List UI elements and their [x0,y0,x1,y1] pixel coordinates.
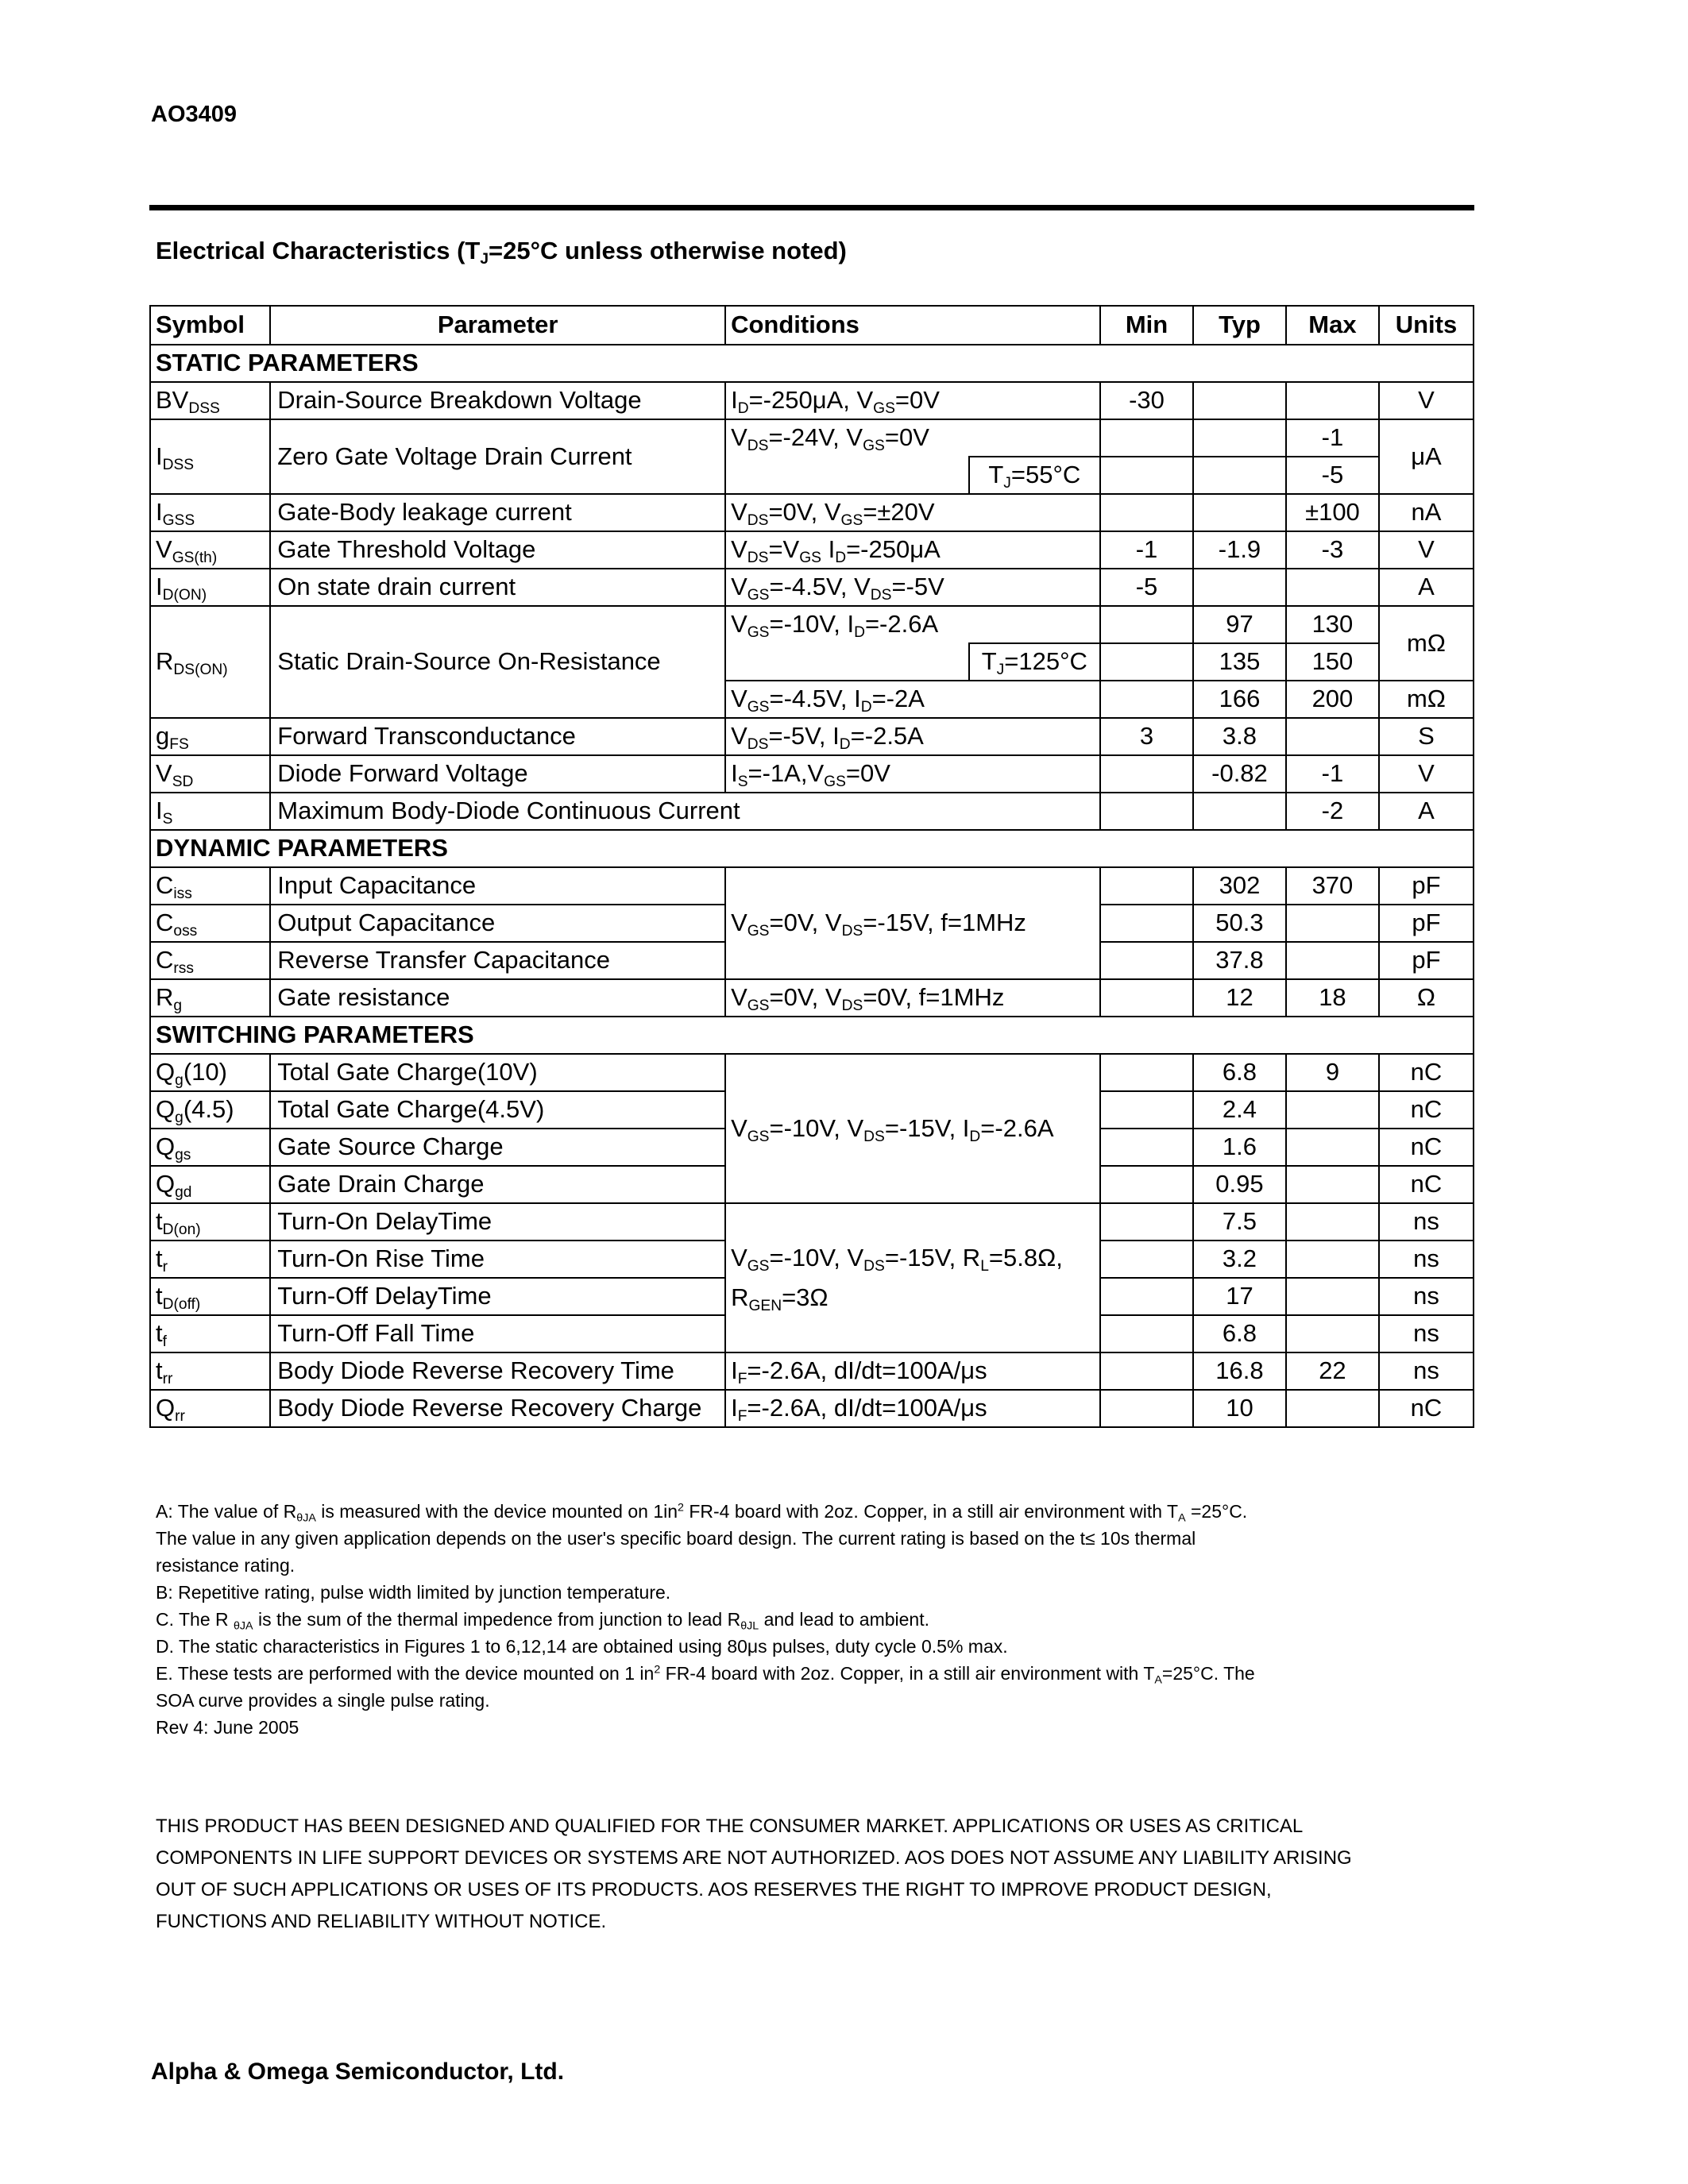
parameter: Maximum Body-Diode Continuous Current [270,793,1100,830]
symbol: $t_f$ [150,1315,270,1352]
parameter: Turn-On DelayTime [270,1203,725,1241]
units: nC [1379,1166,1474,1203]
conditions: $V_{GS}=-10V$, $I_D=-2.6A$ [725,606,1100,643]
parameter: Drain-Source Breakdown Voltage [270,382,725,419]
section-static: STATIC PARAMETERS [150,345,1474,382]
typ [1193,419,1286,457]
min [1100,1091,1193,1129]
conditions: $I_D=-250\mu A$, $V_{GS}=0V$ [725,382,1100,419]
parameter: Gate Source Charge [270,1129,725,1166]
parameter: Turn-On Rise Time [270,1241,725,1278]
typ: -0.82 [1193,755,1286,793]
note-e-line2: SOA curve provides a single pulse rating. [156,1690,490,1711]
symbol: $Q_{rr}$ [150,1390,270,1427]
typ: 50.3 [1193,905,1286,942]
parameter: Gate Threshold Voltage [270,531,725,569]
symbol: $C_{iss}$ [150,867,270,905]
units: pF [1379,905,1474,942]
parameter: Total Gate Charge(10V) [270,1054,725,1091]
table-header-row [150,306,1474,345]
parameter: Input Capacitance [270,867,725,905]
conditions-spacer [725,457,969,494]
symbol: $g_{FS}$ [150,718,270,755]
typ: 16.8 [1193,1352,1286,1390]
min [1100,643,1193,681]
typ [1193,457,1286,494]
conditions: $V_{DS}=-5V$, $I_D=-2.5A$ [725,718,1100,755]
conditions-spacer [725,643,969,681]
typ: 3.8 [1193,718,1286,755]
parameter: Gate-Body leakage current [270,494,725,531]
units: ns [1379,1203,1474,1241]
min [1100,681,1193,718]
units: μA [1379,419,1474,494]
symbol: $t_r$ [150,1241,270,1278]
units: V [1379,755,1474,793]
table-row [150,793,1474,830]
typ: 97 [1193,606,1286,643]
units: pF [1379,867,1474,905]
parameter: Static Drain-Source On-Resistance [270,606,725,718]
disclaimer-line: OUT OF SUCH APPLICATIONS OR USES OF ITS PRODUCTS. AOS RESERVES THE RIGHT TO IMPROVE PRODUCT DESIGN, [156,1879,1272,1900]
symbol: $C_{rss}$ [150,942,270,979]
min [1100,1241,1193,1278]
min [1100,1203,1193,1241]
electrical-characteristics-table [149,305,1474,1428]
max: 150 [1286,643,1379,681]
section-dynamic: DYNAMIC PARAMETERS [150,830,1474,867]
min: -30 [1100,382,1193,419]
header-rule [149,205,1474,210]
typ: 135 [1193,643,1286,681]
units: S [1379,718,1474,755]
max [1286,905,1379,942]
typ: 7.5 [1193,1203,1286,1241]
max: -5 [1286,457,1379,494]
typ: 1.6 [1193,1129,1286,1166]
units: nA [1379,494,1474,531]
units: pF [1379,942,1474,979]
symbol: $V_{SD}$ [150,755,270,793]
max [1286,1091,1379,1129]
table-row [150,755,1474,793]
min [1100,1390,1193,1427]
parameter: Turn-Off DelayTime [270,1278,725,1315]
min [1100,942,1193,979]
symbol: $BV_{DSS}$ [150,382,270,419]
symbol: $R_g$ [150,979,270,1017]
typ [1193,793,1286,830]
disclaimer-line: FUNCTIONS AND RELIABILITY WITHOUT NOTICE. [156,1911,607,1932]
typ [1193,382,1286,419]
disclaimer [156,1811,1490,1938]
typ: 6.8 [1193,1315,1286,1352]
max: -3 [1286,531,1379,569]
typ [1193,494,1286,531]
table-row [150,569,1474,606]
col-max: Max [1286,306,1379,345]
min: -5 [1100,569,1193,606]
min [1100,1315,1193,1352]
symbol: $Q_g(10)$ [150,1054,270,1091]
note-d: D. The static characteristics in Figures 1 to 6,12,14 are obtained using 80μs pulses, duty cycle 0.5% max. [156,1636,1008,1657]
max: -2 [1286,793,1379,830]
max [1286,382,1379,419]
typ: 302 [1193,867,1286,905]
min [1100,606,1193,643]
tj-condition: $T_J=125^\circ C$ [969,643,1100,681]
conditions: $V_{GS}=-10V$, $V_{DS}=-15V$, $I_D=-2.6A$ [725,1054,1100,1203]
conditions: $I_F=-2.6A$, dI/dt=100A/μs [725,1352,1100,1390]
units: ns [1379,1241,1474,1278]
typ [1193,569,1286,606]
footnotes [156,1498,1458,1741]
min [1100,1129,1193,1166]
conditions: $V_{GS}=-10V$, $V_{DS}=-15V$, $R_L=5.8\Omega$, $R_{GEN}=3\Omega$ [725,1203,1100,1352]
max [1286,1166,1379,1203]
tj-condition: $T_J=55^\circ C$ [969,457,1100,494]
units: ns [1379,1352,1474,1390]
max: -1 [1286,419,1379,457]
symbol: $I_{D(ON)}$ [150,569,270,606]
min [1100,979,1193,1017]
table-heading: Electrical Characteristics ($T_J=25^\circ C$ unless otherwise noted) [156,237,847,268]
note-b: B: Repetitive rating, pulse width limited by junction temperature. [156,1582,671,1603]
max: 130 [1286,606,1379,643]
note-a-line3: resistance rating. [156,1555,295,1576]
conditions: $I_F=-2.6A$, dI/dt=100A/μs [725,1390,1100,1427]
conditions: $V_{GS}=-4.5V$, $V_{DS}=-5V$ [725,569,1100,606]
units: mΩ [1379,681,1474,718]
typ: 166 [1193,681,1286,718]
max: 18 [1286,979,1379,1017]
min: 3 [1100,718,1193,755]
max [1286,1315,1379,1352]
units: V [1379,531,1474,569]
units: nC [1379,1054,1474,1091]
parameter: Forward Transconductance [270,718,725,755]
min [1100,1054,1193,1091]
conditions: $V_{DS}=-24V$, $V_{GS}=0V$ [725,419,1100,457]
col-min: Min [1100,306,1193,345]
units: ns [1379,1315,1474,1352]
units: Ω [1379,979,1474,1017]
parameter: Output Capacitance [270,905,725,942]
col-symbol: Symbol [150,306,270,345]
typ: 0.95 [1193,1166,1286,1203]
units: A [1379,793,1474,830]
units: ns [1379,1278,1474,1315]
revision: Rev 4: June 2005 [156,1717,299,1738]
units: nC [1379,1091,1474,1129]
note-c: C. The R $_{\theta JA}$ is the sum of the thermal impedence from junction to lead $R_{\theta JL}$ and lead to ambient. [156,1609,930,1633]
table-row [150,1203,1474,1241]
max: -1 [1286,755,1379,793]
min [1100,1352,1193,1390]
typ: 3.2 [1193,1241,1286,1278]
max: 200 [1286,681,1379,718]
max [1286,1129,1379,1166]
min [1100,1166,1193,1203]
col-parameter: Parameter [270,306,725,345]
units: nC [1379,1129,1474,1166]
conditions: $V_{GS}=-4.5V$, $I_D=-2A$ [725,681,1100,718]
typ: -1.9 [1193,531,1286,569]
max: 22 [1286,1352,1379,1390]
parameter: Body Diode Reverse Recovery Charge [270,1390,725,1427]
table-row [150,867,1474,905]
max [1286,1390,1379,1427]
typ: 17 [1193,1278,1286,1315]
table-row [150,494,1474,531]
max [1286,1241,1379,1278]
symbol: $V_{GS(th)}$ [150,531,270,569]
symbol: $I_{DSS}$ [150,419,270,494]
min [1100,419,1193,457]
table-row [150,1352,1474,1390]
symbol: $Q_{gd}$ [150,1166,270,1203]
symbol: $t_{rr}$ [150,1352,270,1390]
symbol: $C_{oss}$ [150,905,270,942]
section-switching: SWITCHING PARAMETERS [150,1017,1474,1054]
note-a-line2: The value in any given application depends on the user's specific board design. The current rating is based on the t≤ 10s thermal [156,1528,1196,1549]
units: nC [1379,1390,1474,1427]
min [1100,494,1193,531]
max [1286,1203,1379,1241]
disclaimer-line: COMPONENTS IN LIFE SUPPORT DEVICES OR SYSTEMS ARE NOT AUTHORIZED. AOS DOES NOT ASSUME ANY LIABILITY ARISING [156,1847,1352,1869]
typ: 12 [1193,979,1286,1017]
disclaimer-line: THIS PRODUCT HAS BEEN DESIGNED AND QUALIFIED FOR THE CONSUMER MARKET. APPLICATIONS OR USES AS CRITICAL [156,1815,1304,1837]
parameter: Turn-Off Fall Time [270,1315,725,1352]
max [1286,1278,1379,1315]
conditions: $V_{GS}=0V$, $V_{DS}=0V$, f=1MHz [725,979,1100,1017]
note-a: A: The value of $R_{\theta JA}$ is measured with the device mounted on $1in^2$ FR-4 board with 2oz. Copper, in a still air environment with $T_A =25^\circ C$. [156,1501,1248,1525]
min [1100,905,1193,942]
max: 370 [1286,867,1379,905]
typ: 10 [1193,1390,1286,1427]
parameter: On state drain current [270,569,725,606]
min [1100,793,1193,830]
min [1100,867,1193,905]
min [1100,1278,1193,1315]
max: ±100 [1286,494,1379,531]
table-row [150,531,1474,569]
units: mΩ [1379,606,1474,681]
parameter: Reverse Transfer Capacitance [270,942,725,979]
parameter: Gate resistance [270,979,725,1017]
table-row [150,606,1474,643]
symbol: $R_{DS(ON)}$ [150,606,270,718]
table-row [150,382,1474,419]
conditions: $V_{DS}=0V$, $V_{GS}=\pm 20V$ [725,494,1100,531]
parameter: Total Gate Charge(4.5V) [270,1091,725,1129]
min [1100,457,1193,494]
max [1286,942,1379,979]
typ: 37.8 [1193,942,1286,979]
symbol: $Q_{gs}$ [150,1129,270,1166]
conditions: $V_{DS}=V_{GS}$ $I_D=-250\mu A$ [725,531,1100,569]
part-number: AO3409 [151,102,238,127]
col-typ: Typ [1193,306,1286,345]
parameter: Diode Forward Voltage [270,755,725,793]
conditions: $I_S=-1A,V_{GS}=0V$ [725,755,1100,793]
col-conditions: Conditions [725,306,1100,345]
units: A [1379,569,1474,606]
max [1286,569,1379,606]
table-row [150,979,1474,1017]
company-name: Alpha & Omega Semiconductor, Ltd. [151,2059,565,2085]
table-row [150,1054,1474,1091]
min [1100,755,1193,793]
col-units: Units [1379,306,1474,345]
table-row [150,419,1474,457]
symbol: $I_{GSS}$ [150,494,270,531]
table-row [150,1390,1474,1427]
parameter: Gate Drain Charge [270,1166,725,1203]
max [1286,718,1379,755]
symbol: $Q_g(4.5)$ [150,1091,270,1129]
units: V [1379,382,1474,419]
symbol: $I_S$ [150,793,270,830]
min: -1 [1100,531,1193,569]
note-e: E. These tests are performed with the device mounted on 1 $in^2$ FR-4 board with 2oz. Copper, in a still air environment with $T_A=25^\circ C$. The [156,1663,1255,1687]
parameter: Zero Gate Voltage Drain Current [270,419,725,494]
symbol: $t_{D(off)}$ [150,1278,270,1315]
typ: 6.8 [1193,1054,1286,1091]
conditions: $V_{GS}=0V$, $V_{DS}=-15V$, f=1MHz [725,867,1100,979]
table-row [150,718,1474,755]
parameter: Body Diode Reverse Recovery Time [270,1352,725,1390]
typ: 2.4 [1193,1091,1286,1129]
symbol: $t_{D(on)}$ [150,1203,270,1241]
max: 9 [1286,1054,1379,1091]
